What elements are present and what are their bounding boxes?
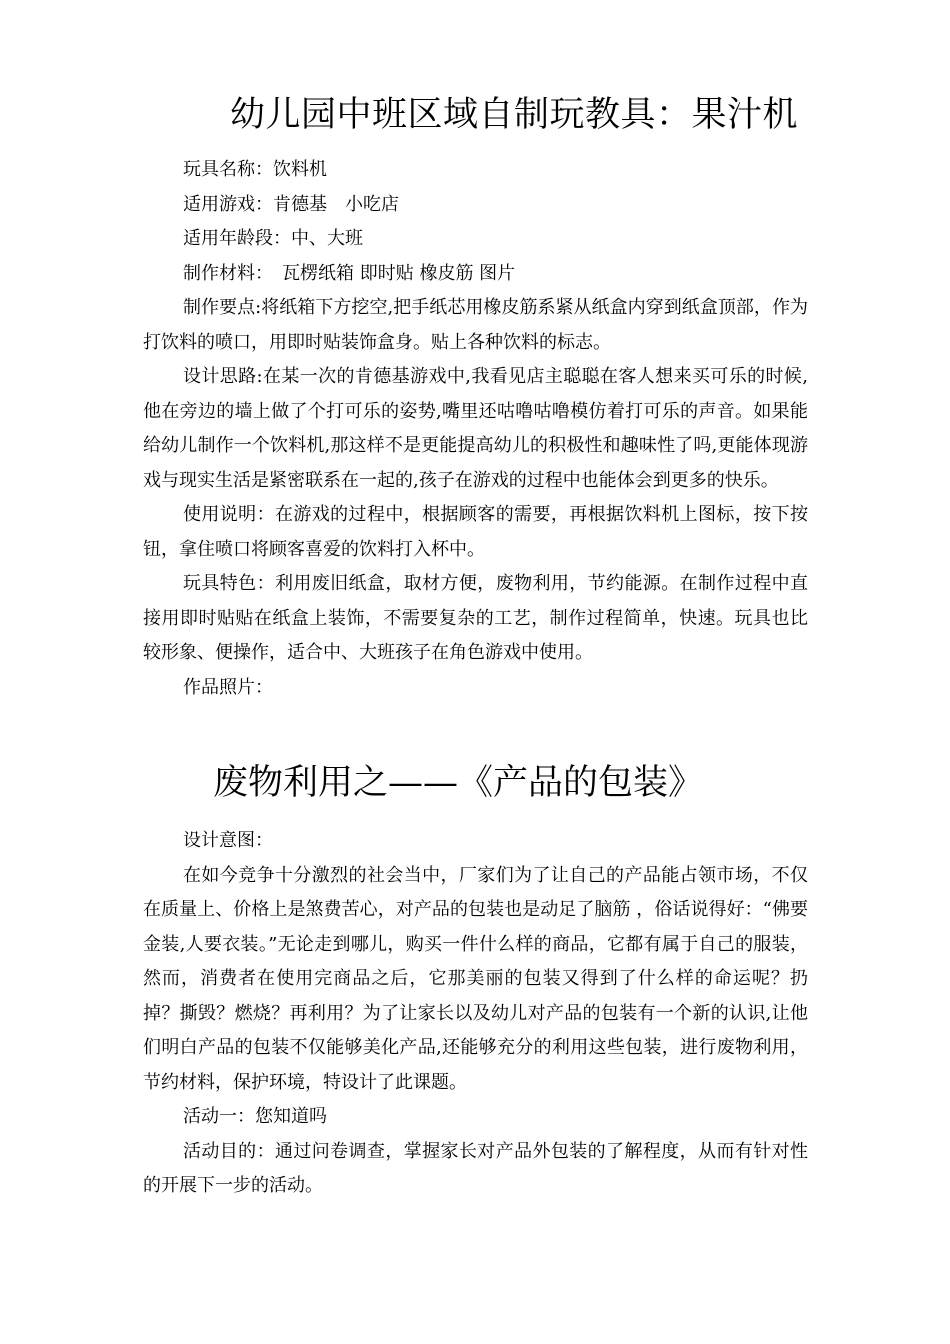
packaging-section [143, 824, 808, 1204]
features-paragraph: 玩具特色：利用废旧纸盒，取材方便，废物利用，节约能源。在制作过程中直接用即时贴贴在纸盒上装饰，不需要复杂的工艺，制作过程简单，快速。玩具也比较形象、便操作，适合中、大班孩子在角色游戏中使用。 [143, 573, 808, 663]
document-title: 幼儿园中班区域自制玩教具：果汁机 [230, 95, 799, 135]
toy-description-section [143, 153, 808, 705]
toy-name-line: 玩具名称：饮料机 [183, 159, 327, 180]
design-idea-paragraph: 设计思路:在某一次的肯德基游戏中,我看见店主聪聪在客人想来买可乐的时候,他在旁边的墙上做了个打可乐的姿势,嘴里还咕噜咕噜模仿着打可乐的声音。如果能给幼儿制作一个饮料机,那这样不是更能提高幼儿的积极性和趣味性了吗,更能体现游戏与现实生活是紧密联系在一起的,孩子在游戏的过程中也能体会到更多的快乐。 [143, 366, 808, 491]
applicable-game-line: 适用游戏：肯德基 小吃店 [183, 193, 399, 215]
materials-line: 制作材料： 瓦楞纸箱 即时贴 橡皮筋 图片 [183, 262, 516, 284]
usage-paragraph: 使用说明：在游戏的过程中，根据顾客的需要，再根据饮料机上图标，按下按钮，拿住喷口将顾客喜爱的饮料打入杯中。 [143, 504, 808, 560]
activity-one-goal-paragraph: 活动目的：通过问卷调查，掌握家长对产品外包装的了解程度，从而有针对性的开展下一步的活动。 [143, 1140, 808, 1196]
activity-one-heading: 活动一：您知道吗 [183, 1106, 327, 1127]
photo-label: 作品照片： [183, 676, 273, 698]
age-group-line: 适用年龄段：中、大班 [183, 228, 363, 249]
section-title: 废物利用之——《产品的包装》 [213, 763, 704, 803]
design-intent-paragraph: 在如今竞争十分激烈的社会当中，厂家们为了让自己的产品能占领市场，不仅在质量上、价格上是煞费苦心，对产品的包装也是动足了脑筋 ，俗话说得好：“佛要金装,人要衣装。”无论走到哪儿，购买一件什么样的商品，它都有属于自己的服装，然而，消费者在使用完商品之后，它那美丽的包装又得到了什么样的命运呢？扔掉？撕毁？燃烧？再利用？为了让家长以及幼儿对产品的包装有一个新的认识,让他们明白产品的包装不仅能够美化产品,还能够充分的利用这些包装，进行废物利用，节约材料，保护环境，特设计了此课题。 [143, 864, 808, 1093]
design-intent-label: 设计意图： [183, 830, 273, 851]
key-points-paragraph: 制作要点:将纸箱下方挖空,把手纸芯用橡皮筋系紧从纸盒内穿到纸盒顶部，作为打饮料的喷口，用即时贴装饰盒身。贴上各种饮料的标志。 [143, 297, 808, 353]
